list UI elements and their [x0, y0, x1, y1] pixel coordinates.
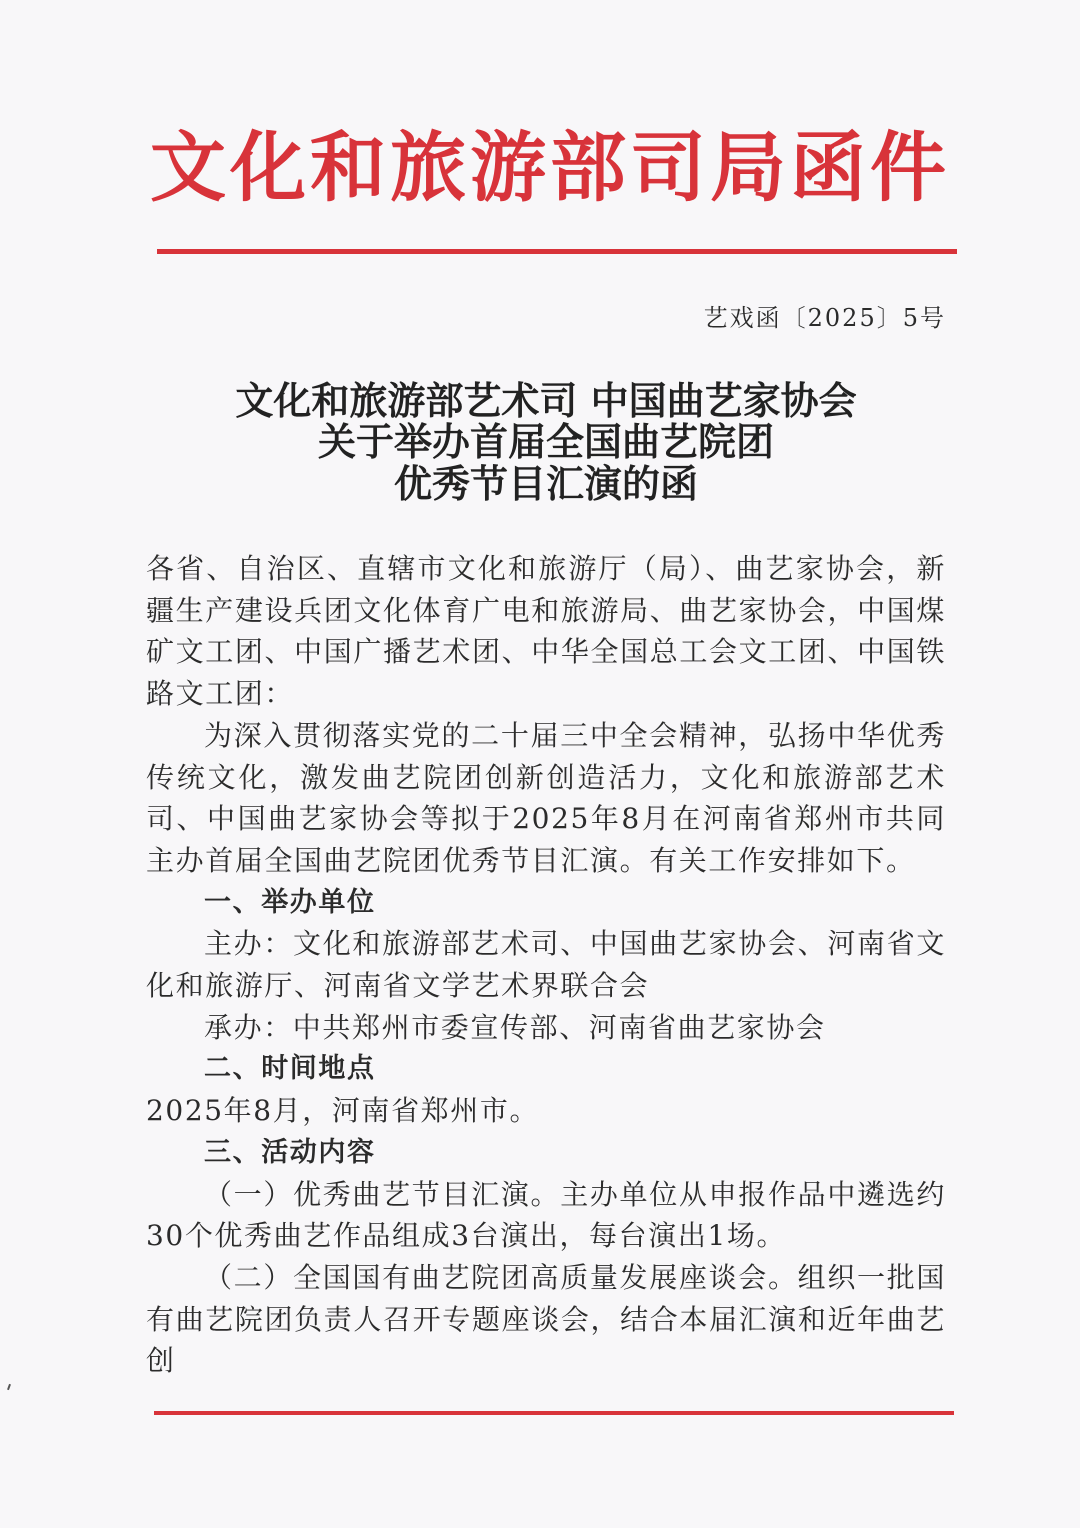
addressee-paragraph: 各省、自治区、直辖市文化和旅游厅（局）、曲艺家协会，新疆生产建设兵团文化体育广电和旅游局、曲艺家协会，中国煤矿文工团、中国广播艺术团、中华全国总工会文工团、中国铁路文工团： [146, 552, 946, 711]
letterhead-title: 文化和旅游部司局函件 [150, 123, 950, 212]
document-title-line-2: 关于举办首届全国曲艺院团 [317, 419, 774, 464]
time-place-paragraph: 2025年8月，河南省郑州市。 [146, 1094, 540, 1128]
section-heading-organizers: 一、举办单位 [204, 886, 376, 918]
host-paragraph: 主办：文化和旅游部艺术司、中国曲艺家协会、河南省文化和旅游厅、河南省文学艺术界联合会 [146, 927, 946, 1003]
document-title-line-3: 优秀节目汇演的函 [393, 461, 698, 506]
section-heading-time-place: 二、时间地点 [204, 1053, 376, 1085]
section-heading-content: 三、活动内容 [204, 1136, 376, 1168]
letterhead-top-rule [157, 249, 957, 254]
intro-paragraph: 为深入贯彻落实党的二十届三中全会精神，弘扬中华优秀传统文化，激发曲艺院团创新创造活力，文化和旅游部艺术司、中国曲艺家协会等拟于2025年8月在河南省郑州市共同主办首届全国曲艺院团优秀节目汇演。有关工作安排如下。 [146, 718, 946, 877]
scan-speck [7, 1384, 11, 1390]
document-title-line-1: 文化和旅游部艺术司 中国曲艺家协会 [235, 378, 857, 423]
content-item-2: （二）全国国有曲艺院团高质量发展座谈会。组织一批国有曲艺院团负责人召开专题座谈会，结合本届汇演和近年曲艺创 [146, 1260, 946, 1378]
document-number: 艺戏函〔2025〕5号 [703, 304, 946, 332]
footer-rule [154, 1411, 954, 1415]
document-body [146, 548, 946, 1382]
organizer-paragraph: 承办：中共郑州市委宣传部、河南省曲艺家协会 [204, 1010, 826, 1044]
content-item-1: （一）优秀曲艺节目汇演。主办单位从申报作品中遴选约30个优秀曲艺作品组成3台演出，每台演出1场。 [146, 1177, 946, 1253]
